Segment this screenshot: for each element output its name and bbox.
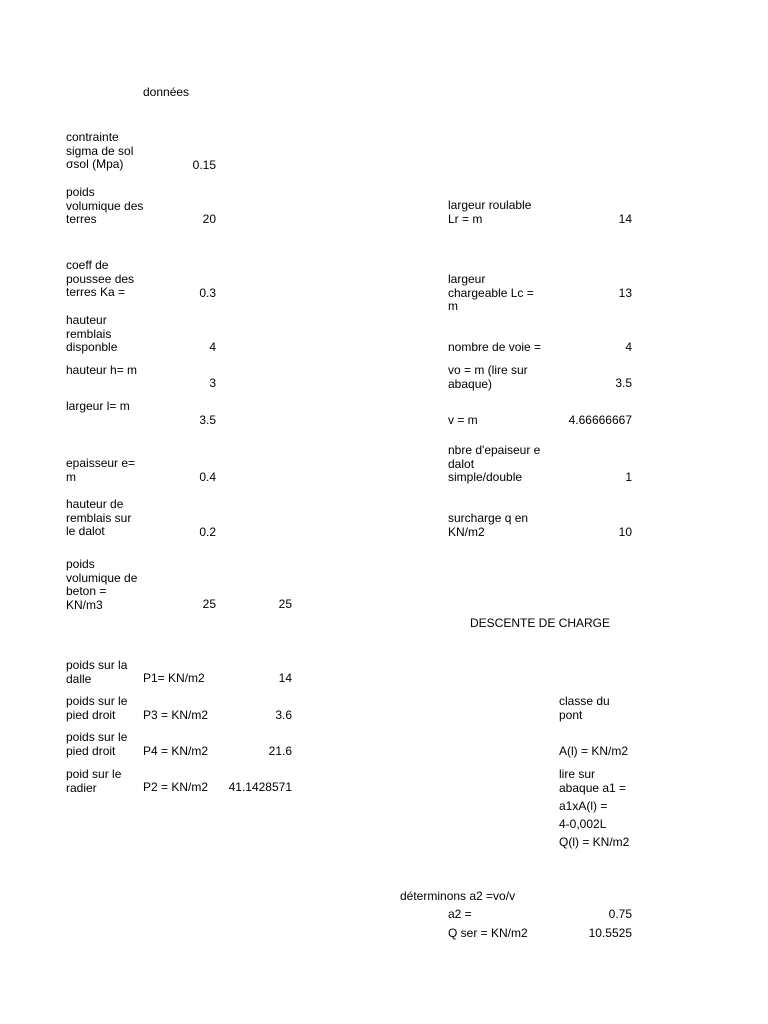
load-formula: P4 = KN/m2 xyxy=(143,744,209,758)
load-label: poids sur le pied droit xyxy=(66,694,128,722)
class-label: Q(l) = KN/m2 xyxy=(559,835,630,849)
row-label: nbre d'epaiseur e dalot simple/double xyxy=(448,443,541,485)
row-value: 14 xyxy=(618,212,632,226)
row-label: largeur roulable Lr = m xyxy=(448,198,532,226)
class-label: A(l) = KN/m2 xyxy=(559,744,629,758)
row-value: 4 xyxy=(209,340,216,354)
load-label: poids sur la dalle xyxy=(66,658,128,686)
a2-title: déterminons a2 =vo/v xyxy=(400,889,516,903)
row-label: contrainte sigma de sol σsol (Mpa) xyxy=(66,130,134,172)
row-label: epaisseur e= m xyxy=(66,456,136,484)
row-value: 1 xyxy=(625,470,632,484)
row-value: 4 xyxy=(625,340,632,354)
row-label: coeff de poussee des terres Ka = xyxy=(66,258,135,300)
class-labels-column xyxy=(559,0,634,1024)
section-title-descente: DESCENTE DE CHARGE xyxy=(469,616,611,630)
row-label: hauteur remblais disponble xyxy=(66,313,118,355)
load-label: poid sur le radier xyxy=(66,767,122,795)
row-value: 20 xyxy=(202,212,216,226)
page-title: données xyxy=(143,85,190,99)
row-label: v = m xyxy=(448,413,478,427)
row-label: largeur l= m xyxy=(66,399,130,413)
row-label: vo = m (lire sur abaque) xyxy=(448,363,528,391)
row-value: 0.4 xyxy=(199,470,216,484)
load-formula: P2 = KN/m2 xyxy=(143,780,209,794)
row-label: poids volumique de beton = KN/m3 xyxy=(66,557,138,612)
row-label: nombre de voie = xyxy=(448,340,542,354)
qser-label: Q ser = KN/m2 xyxy=(448,926,528,940)
load-value: 21.6 xyxy=(268,744,292,758)
load-label: poids sur le pied droit xyxy=(66,730,128,758)
qser-value: 10.5525 xyxy=(588,926,632,940)
row-value: 0.2 xyxy=(199,525,216,539)
row-value: 10 xyxy=(618,525,632,539)
class-label: lire sur abaque a1 = xyxy=(559,767,627,795)
row-value-secondary: 25 xyxy=(278,597,292,611)
class-label: classe du pont xyxy=(559,694,610,722)
row-value: 13 xyxy=(618,286,632,300)
a2-label: a2 = xyxy=(448,907,472,921)
row-value: 0.15 xyxy=(192,158,216,172)
class-label: 4-0,002L xyxy=(559,817,607,831)
row-label: hauteur de remblais sur le dalot xyxy=(66,497,132,539)
row-label: surcharge q en KN/m2 xyxy=(448,511,529,539)
load-value: 3.6 xyxy=(275,708,292,722)
load-value: 41.1428571 xyxy=(228,780,292,794)
row-value: 4.66666667 xyxy=(568,413,632,427)
row-label: poids volumique des terres xyxy=(66,185,144,227)
row-value: 25 xyxy=(202,597,216,611)
a2-value: 0.75 xyxy=(608,907,632,921)
row-value: 3.5 xyxy=(615,376,632,390)
load-value: 14 xyxy=(278,671,292,685)
row-value: 3.5 xyxy=(199,413,216,427)
load-formula: P3 = KN/m2 xyxy=(143,708,209,722)
row-value: 3 xyxy=(209,376,216,390)
class-label: a1xA(l) = xyxy=(559,799,608,813)
row-label: largeur chargeable Lc = m xyxy=(448,272,534,314)
row-label: hauteur h= m xyxy=(66,363,138,377)
load-formula: P1= KN/m2 xyxy=(143,671,205,685)
row-value: 0.3 xyxy=(199,286,216,300)
